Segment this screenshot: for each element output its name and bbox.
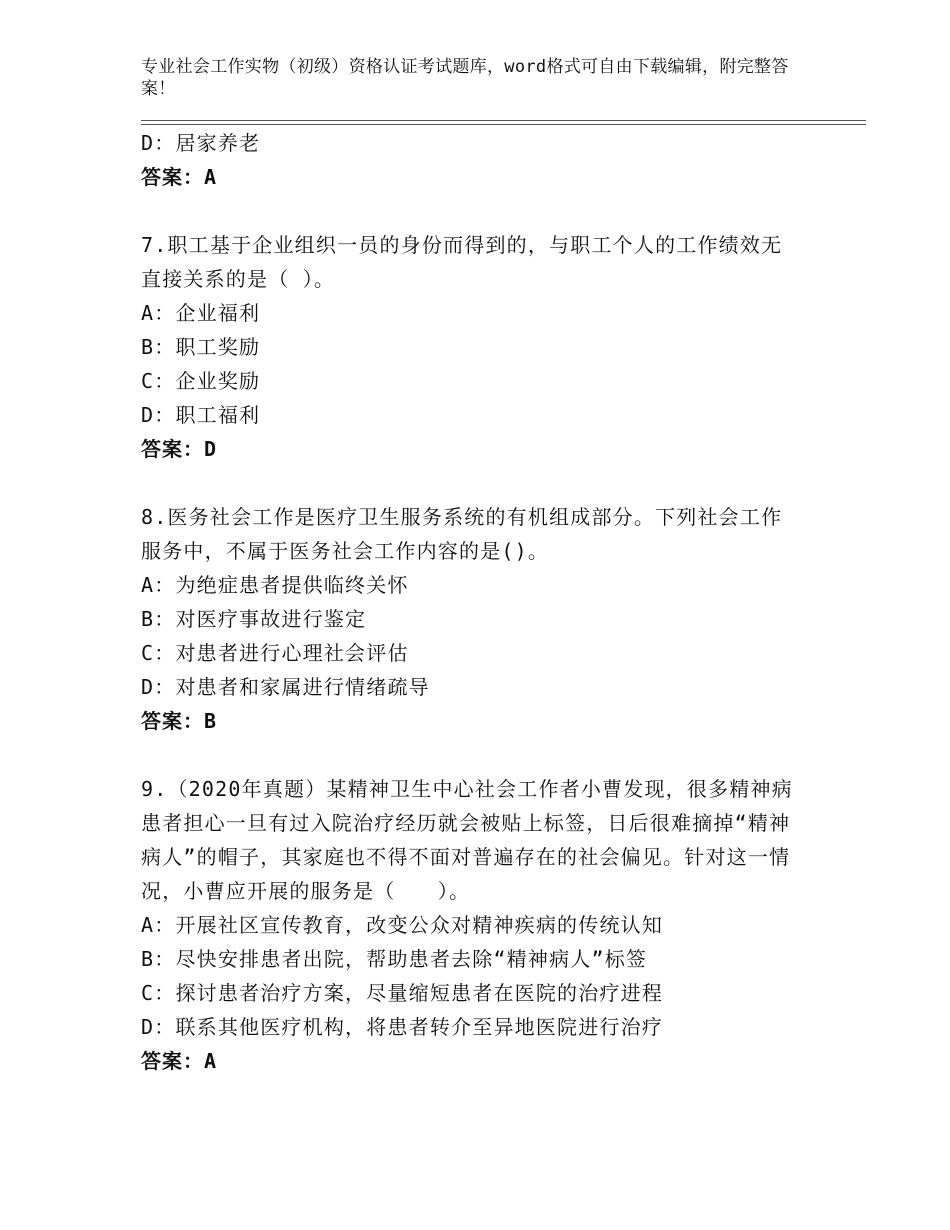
option-b: B：尽快安排患者出院，帮助患者去除“精神病人”标签 <box>141 947 648 971</box>
question-block-9 <box>141 772 821 1078</box>
option-b: B：职工奖励 <box>141 335 261 359</box>
question-stem: 9.（2020年真题）某精神卫生中心社会工作者小曹发现，很多精神病患者担心一旦有过入院治疗经历就会被贴上标签，日后很难摘掉“精神病人”的帽子，其家庭也不得不面对普遍存在的社会偏见。针对这一情况，小曹应开展的服务是（ ）。 <box>141 777 793 903</box>
spacer <box>141 194 821 228</box>
question-block-6 <box>141 126 821 194</box>
option-b: B：对医疗事故进行鉴定 <box>141 607 367 631</box>
option-a: A：为绝症患者提供临终关怀 <box>141 573 409 597</box>
header-divider <box>141 120 866 125</box>
option-c: C：对患者进行心理社会评估 <box>141 641 409 665</box>
option-d: D：职工福利 <box>141 403 261 427</box>
option-d: D：联系其他医疗机构，将患者转介至异地医院进行治疗 <box>141 1015 664 1039</box>
option-d: D：居家养老 <box>141 131 261 155</box>
option-a: A：开展社区宣传教育，改变公众对精神疾病的传统认知 <box>141 913 664 937</box>
question-block-7 <box>141 228 821 466</box>
option-d: D：对患者和家属进行情绪疏导 <box>141 675 430 699</box>
option-c: C：探讨患者治疗方案，尽量缩短患者在医院的治疗进程 <box>141 981 664 1005</box>
answer-label: 答案：B <box>141 709 218 733</box>
answer-label: 答案：A <box>141 165 218 189</box>
spacer <box>141 466 821 500</box>
page-header: 专业社会工作实物（初级）资格认证考试题库，word格式可自由下载编辑，附完整答案！ <box>141 57 789 99</box>
question-block-8 <box>141 500 821 738</box>
spacer <box>141 738 821 772</box>
answer-label: 答案：D <box>141 437 218 461</box>
option-a: A：企业福利 <box>141 301 261 325</box>
option-c: C：企业奖励 <box>141 369 261 393</box>
question-list <box>141 126 821 1078</box>
answer-label: 答案：A <box>141 1049 218 1073</box>
question-stem: 8.医务社会工作是医疗卫生服务系统的有机组成部分。下列社会工作服务中，不属于医务社会工作内容的是()。 <box>141 505 783 563</box>
question-stem: 7.职工基于企业组织一员的身份而得到的，与职工个人的工作绩效无直接关系的是（ ）。 <box>141 233 783 291</box>
